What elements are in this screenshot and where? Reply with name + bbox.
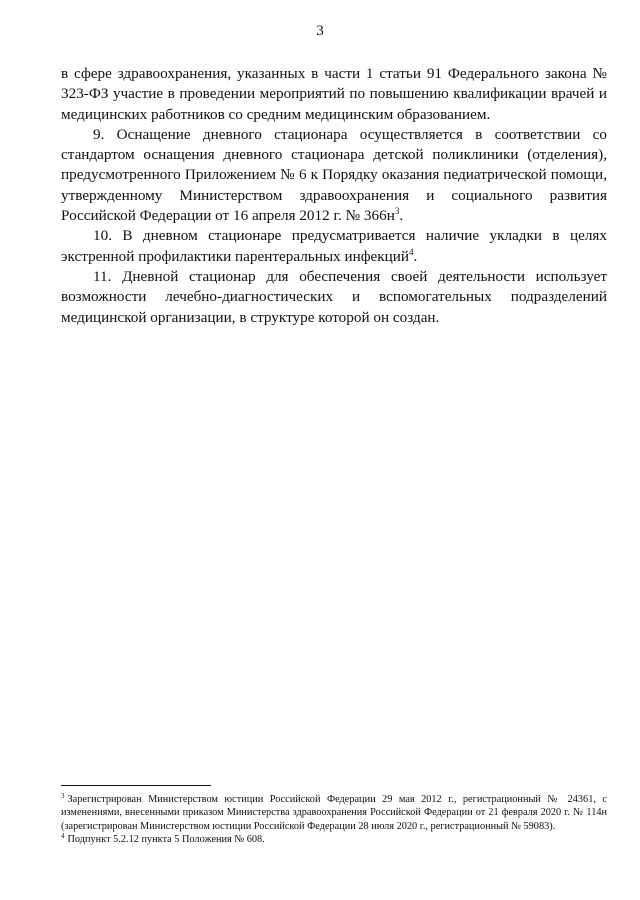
paragraph-9-end: . xyxy=(399,207,404,225)
paragraph-continuation xyxy=(61,64,607,125)
footnote-3 xyxy=(61,793,607,833)
paragraph-10-text: 10. В дневном стационаре предусматривается наличие укладки в целях экстренной профилактики парентеральных инфекций xyxy=(61,227,607,265)
footnote-4-text: Подпункт 5.2.12 пункта 5 Положения № 608. xyxy=(67,834,265,846)
footnote-divider xyxy=(61,785,211,786)
paragraph-9 xyxy=(61,125,607,226)
footnote-ref-4: 4 xyxy=(409,246,414,257)
paragraph-continuation-text: в сфере здравоохранения, указанных в части 1 статьи 91 Федерального закона № 323-ФЗ участие в проведении мероприятий по повышению квалификации врачей и медицинских работников со средним медицинским образованием. xyxy=(61,65,607,123)
footnote-3-mark: 3 xyxy=(61,791,65,800)
footnote-4 xyxy=(61,833,607,846)
footnote-3-text: Зарегистрирован Министерством юстиции Российской Федерации 29 мая 2012 г., регистрационный № 24361, с изменениями, внесенными приказом Министерства здравоохранения Российской Федерации от 21 февраля 2020 г. № 114н (зарегистрирован Министерством юстиции Российской Федерации 28 июля 2020 г., регистрационный № 59083). xyxy=(61,794,607,832)
paragraph-9-text: 9. Оснащение дневного стационара осуществляется в соответствии со стандартом оснащения дневного стационара детской поликлиники (отделения), предусмотренного Приложением № 6 к Порядку оказания педиатрической помощи, утвержденному Министерством здравоохранения и социального развития Российской Федерации от 16 апреля 2012 г. № 366н xyxy=(61,125,607,225)
footnote-4-mark: 4 xyxy=(61,831,65,840)
page-number: 3 xyxy=(316,23,324,39)
footnotes xyxy=(61,793,607,847)
paragraph-11-text: 11. Дневной стационар для обеспечения своей деятельности использует возможности лечебно-диагностических и вспомогательных подразделений медицинской организации, в структуре которой он создан. xyxy=(61,267,607,326)
paragraph-10-end: . xyxy=(413,247,418,265)
paragraph-11 xyxy=(61,267,607,328)
paragraph-10 xyxy=(61,226,607,267)
footnote-ref-3: 3 xyxy=(394,206,400,217)
body-text xyxy=(61,64,607,328)
